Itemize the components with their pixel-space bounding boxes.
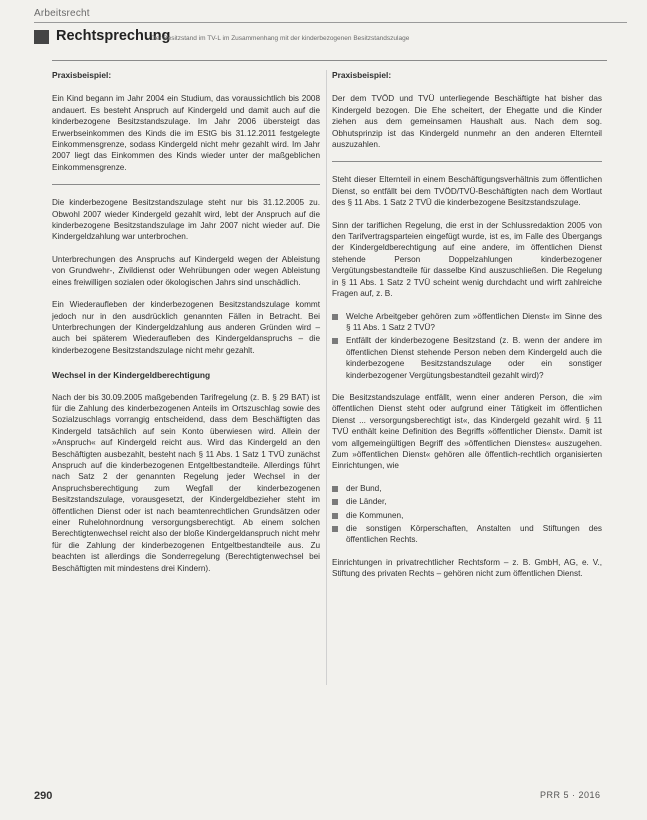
journal-issue: PRR 5 · 2016	[540, 790, 601, 800]
list-item-text: der Bund,	[346, 483, 382, 493]
paragraph: Ein Kind begann im Jahr 2004 ein Studium, das voraussichtlich bis 2008 andauert. Es besteht Anspruch auf Kindergeld und damit auch auf die kinderbezogene Besitzstandszulage. Im Jahr 2006 übersteigt das Erwerbseinkommen des Kinds die im EStG bis 31.12.2011 festgelegte Einkommensgrenze, sodass Kindergeld nicht mehr gezahlt wird. Im Jahr 2007 liegt das Einkommen des Kinds wieder unter der maßgeblichen Einkommensgrenze.	[52, 94, 320, 172]
square-bullet-icon	[332, 513, 338, 519]
paragraph: Unterbrechungen des Anspruchs auf Kindergeld wegen der Ableistung von Grundwehr-, Zivildienst oder Wehrübungen oder wegen Ableistung eines freiwilligen sozialen oder ökologischen Jahrs sind unschädlich.	[52, 254, 320, 287]
square-bullet-icon	[332, 486, 338, 492]
paragraph: Steht dieser Elternteil in einem Beschäftigungsverhältnis zum öffentlichen Dienst, so entfällt bei dem TVÖD/TVÜ-Beschäftigten nach dem Wortlaut des § 11 Abs. 1 Satz 2 TVÜ die kinderbezogene Besitzstandszulage.	[332, 175, 602, 208]
list-item-text: die Länder,	[346, 497, 387, 507]
square-bullet-icon	[332, 338, 338, 344]
section-heading: Wechsel in der Kindergeldberechtigung	[52, 370, 211, 381]
column-divider	[326, 70, 327, 685]
example-heading-left: Praxisbeispiel:	[52, 70, 112, 80]
square-bullet-icon	[332, 499, 338, 505]
example-box-rule	[52, 60, 607, 61]
paragraph: Nach der bis 30.09.2005 maßgebenden Tarifregelung (z. B. § 29 BAT) ist für die Zahlung des kinderbezogenen Anteils im Ortszuschlag sowie des Sozialzuschlags vorrangig entscheidend, dass dem Beschäftigten das Kindergeld tatsächlich auf sein Konto überwiesen wird. Allein der »Anspruch« auf Kindergeld reicht aus. Wird das Kindergeld an den Beschäftigten ausbezahlt, besteht nach § 11 Abs. 1 Satz 1 TVÜ zunächst Anspruch auf die kinderbezogenen Entgeltbestandteile. Allerdings führt nach Satz 2 der genannten Regelung jeder Wechsel in der Anspruchsberechtigung zum Wegfall der kinderbezogenen Besitzstandszulage, vorausgesetzt, der Kindergeldbezieher steht im öffentlichen Dienst oder ist nach beamtenrechtlichen Grundsätzen oder einer Ruhelohnordnung versorgungsberechtigt. Ab einem solchen Berechtigtenwechsel reicht also der bloße Kindergeldanspruch nicht mehr für die Zahlung der kinderbezogenen Entgeltbestandteile aus. Zu beachten ist allerdings die Sonderregelung (Berechtigtenwechsel bei Beschäftigten mit mindestens drei Kindern).	[52, 392, 320, 573]
paragraph: Die Besitzstandszulage entfällt, wenn einer anderen Person, die »im öffentlichen Dienst steht oder aufgrund einer Tätigkeit im öffentlichen Dienst ... versorgungsberechtigt ist«, das Kindergeld gezahlt wird. § 11 TVÜ enthält keine Definition des Begriffs »öffentlicher Dienst«. Damit ist vom allgemeingültigen Begriff des »öffentlichen Dienstes« auszugehen. Zum »öffentlichen Dienst« gehören alle öffentlich-rechtlich organisierten Einrichtungen, wie	[332, 392, 602, 471]
list-item-text: die sonstigen Körperschaften, Anstalten und Stiftungen des öffentlichen Rechts.	[346, 524, 602, 545]
list-item-text: die Kommunen,	[346, 510, 404, 520]
paragraph: Die kinderbezogene Besitzstandszulage steht nur bis 31.12.2005 zu. Obwohl 2007 wieder Kindergeld gezahlt wird, lebt der Anspruch auf die kinderbezogene Besitzstandszulage im Jahr 2007 nicht wieder auf. Die Kindergeldzahlung war unterbrochen.	[52, 198, 320, 242]
list-item	[332, 483, 602, 494]
header-rule	[34, 22, 627, 23]
header-subtitle: Der Besitzstand im TV-L im Zusammenhang mit der kinderbezogenen Besitzstandszulage	[151, 35, 410, 42]
list-item-text: Entfällt der kinderbezogene Besitzstand (z. B. wenn der andere im öffentlichen Dienst stehende Person neben dem Kindergeld auch die kinderbezogene Besitzstandszulage oder ein sonstiger kinderbezogener Vergütungsbestandteil gezahlt wird)?	[346, 336, 602, 380]
list-item	[332, 496, 602, 507]
right-column	[332, 70, 602, 591]
example-heading-right: Praxisbeispiel:	[332, 70, 392, 80]
paragraph: Sinn der tariflichen Regelung, die erst in der Schlussredaktion 2005 von den Tarifvertragsparteien eingefügt wurde, ist es, im Falle des Übergangs der Kindergeldberechtigung auf eine andere, im öffentlichen Dienst stehende Person Doppelzahlungen kinderbezogener Vergütungsbestandteile für dasselbe Kind auszuschließen. Die Regelung in § 11 Abs. 1 Satz 2 TVÜ scheint wenig durchdacht und wirft zahlreiche Fragen auf, z. B.	[332, 220, 602, 299]
header-marker	[34, 30, 49, 44]
list-item-text: Welche Arbeitgeber gehören zum »öffentlichen Dienst« im Sinne des § 11 Abs. 1 Satz 2 TVÜ?	[346, 311, 602, 332]
page-number: 290	[34, 790, 53, 802]
section-label: Arbeitsrecht	[34, 8, 90, 19]
institution-list	[332, 483, 602, 546]
left-column	[52, 70, 320, 585]
paragraph: Der dem TVÖD und TVÜ unterliegende Beschäftigte hat bisher das Kindergeld bezogen. Die Ehe scheitert, der Ehegatte und die Kinder ziehen aus dem gemeinsamen Haushalt aus. Nach dem sog. Obhutsprinzip ist das Kindergeld nunmehr an den anderen Elternteil auszuzahlen.	[332, 94, 602, 150]
list-item	[332, 510, 602, 521]
paragraph: Einrichtungen in privatrechtlicher Rechtsform – z. B. GmbH, AG, e. V., Stiftung des privaten Rechts – gehören nicht zum öffentlichen Dienst.	[332, 557, 602, 579]
paragraph: Ein Wiederaufleben der kinderbezogenen Besitzstandszulage kommt jedoch nur in den ausdrücklich genannten Fällen in Betracht. Bei Unterbrechungen der Kindergeldzahlung aus anderen Gründen wird – auch bei späterem Wiederaufleben des Kindergeldanspruchs – die kinderbezogene Besitzstandszulage nicht mehr gezahlt.	[52, 300, 320, 355]
square-bullet-icon	[332, 526, 338, 532]
question-list	[332, 311, 602, 381]
list-item	[332, 335, 602, 381]
list-item	[332, 311, 602, 334]
example-box-end-rule	[332, 161, 602, 162]
list-item	[332, 523, 602, 546]
header-title: Rechtsprechung	[56, 28, 171, 44]
square-bullet-icon	[332, 314, 338, 320]
example-box-end-rule	[52, 184, 320, 185]
